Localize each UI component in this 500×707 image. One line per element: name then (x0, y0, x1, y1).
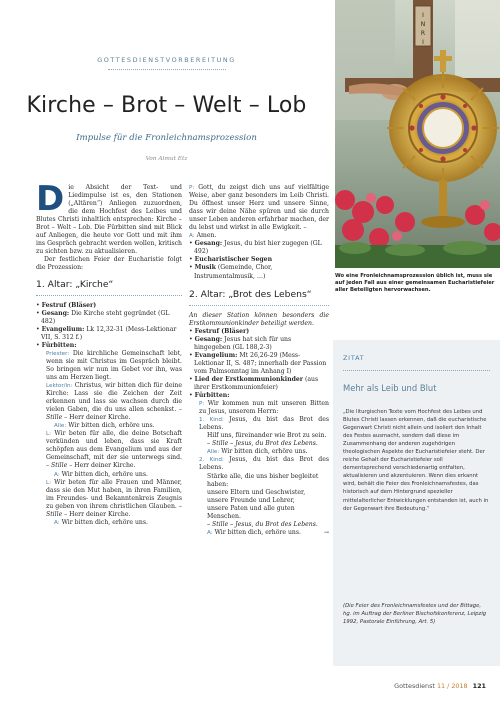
altar1-priester: Priester: Die kirchliche Gemeinschaft lebt, wenn sie mit Christus im Gespräch bleibt. So bringen wir nun im Gebet vor ihn, was uns am Herzen liegt. (46, 349, 182, 381)
issue-number: 11 / 2018 (436, 682, 468, 690)
quote-divider (343, 370, 490, 371)
drop-cap: D (36, 179, 65, 219)
altar1-gesang-2: • Gesang: Jesus, du bist hier zugegen (GL 492) (189, 240, 322, 256)
altar2-kind2-line4: unsere Freunde und Lehrer, (207, 496, 295, 504)
altar1-closing-prayer: P: Gott, du zeigst dich uns auf vielfältige Weise, aber ganz besonders im Leib Christi. Du öffnest unser Herz und unsere Sinne, dass wir deine Nähe spüren und sie durch unser Leben anderen erfahrbar machen, der du lebst und wirkst in alle Ewigkeit. – (189, 184, 330, 232)
altar2-kind1: 1. Kind: Jesus, du bist das Brot des Lebens. (199, 416, 329, 432)
quote-box (333, 340, 500, 666)
monstrance-photo (335, 0, 500, 268)
column-middle (189, 184, 329, 537)
altar2-priester: P: Wir kommen nun mit unseren Bitten zu Jesus, unserem Herrn: (199, 400, 330, 416)
continue-arrow-icon: → (323, 528, 329, 536)
photo-caption: Wo eine Fronleichnamsprozession üblich ist, muss sie auf jeden Fall aus einer gemeinsamen Eucharistiefeier aller Beteiligten hervorwachsen. (335, 273, 495, 294)
altar2-evangelium: • Evangelium: Mt 26,26-29 (Mess-Lektionar II, S. 487; innerhalb der Passion vom Palmsonntag im Anhang I) (189, 351, 327, 375)
svg-text:I: I (422, 12, 424, 19)
section-divider (108, 69, 226, 70)
article-title: Kirche – Brot – Welt – Lob (26, 93, 307, 118)
altar2-heading: 2. Altar: „Brot des Lebens“ (189, 289, 329, 306)
page-footer (394, 682, 486, 690)
altar2-a-response: A: Wir bitten dich, erhöre uns. → (207, 528, 329, 536)
svg-text:N: N (420, 21, 426, 28)
altar1-lektor-2: L: Wir beten für alle, die deine Botschaft verkünden und leben, dass sie Kraft schöpfen aus dem Evangelium und aus der Gemeinschaft, mit der sie unterwegs sind. – Stille – Herr deiner Kirche. (46, 430, 183, 470)
page-number: 121 (472, 682, 486, 690)
altar1-a-response-2: A: Wir bitten dich, erhöre uns. (54, 518, 148, 526)
altar2-kind2-line2: Stärke alle, die uns bisher begleitet haben: (207, 472, 319, 488)
altar1-musik: • Musik (Gemeinde, Chor, Instrumentalmusik, …) (189, 264, 273, 280)
svg-text:R: R (420, 30, 426, 37)
svg-text:I: I (422, 39, 424, 46)
altar1-segen: • Eucharistischer Segen (189, 256, 273, 264)
altar1-festruf: • Festruf (Bläser) (36, 301, 97, 309)
altar2-intro: An dieser Station können besonders die Erstkommunionkinder beteiligt werden. (189, 311, 329, 327)
altar2-festruf: • Festruf (Bläser) (189, 327, 250, 335)
altar1-alle-response: Alle: Wir bitten dich, erhöre uns. (54, 422, 155, 430)
altar2-lied: • Lied der Erstkommunionkinder (aus ihrer Erstkommunionfeier) (189, 375, 319, 391)
intro-paragraph: Die Absicht der Text- und Liedimpulse ist es, den Stationen („Altären“) Anliegen zuzuordnen, die dem Hochfest des Leibes und Blutes Christi inhaltlich entsprechen: Kirche – Brot – Welt – Lob. Die Fürbitten sind mit Blick auf Anliegen, die heute vor Gott und mit ihm ins Gespräch gebracht werden wollen, kritisch zu sichten bzw. zu aktualisieren. (36, 179, 182, 256)
altar2-kind2-stille: – Stille – Jesus, du Brot des Lebens. (207, 520, 318, 528)
altar1-gesang: • Gesang: Die Kirche steht gegründet (GL 482) (36, 309, 170, 325)
altar2-gesang: • Gesang: Jesus hat sich für uns hingegeben (GL 188,2-3) (189, 335, 292, 351)
section-label: GOTTESDIENSTVORBEREITUNG (97, 56, 236, 64)
quote-source: (Die Feier des Fronleichnamsfestes und der Bittage, hg. im Auftrag der Berliner Bischofskonferenz, Leipzig 1992, Pastorale Einführung, Art. 5) (343, 603, 487, 626)
altar1-evangelium: • Evangelium: Lk 12,32-31 (Mess-Lektionar VII, S. 312 f.) (36, 325, 177, 341)
altar1-heading: 1. Altar: „Kirche“ (36, 279, 182, 296)
altar2-alle-response: Alle: Wir bitten dich, erhöre uns. (207, 448, 308, 456)
altar2-kind1-line2: Hilf uns, füreinander wie Brot zu sein. (207, 432, 327, 440)
altar1-lektor: Lektor/in: Christus, wir bitten dich für deine Kirche: Lass sie die Zeichen der Zeit erkennen und lass sie wachsen durch die vielen Gaben, die du uns allen schenkst. – Stille – Herr deiner Kirche. (46, 381, 183, 422)
altar1-amen: A: Amen. (189, 232, 217, 240)
altar2-kind2: 2. Kind: Jesus, du bist das Brot des Lebens. (199, 456, 329, 472)
magazine-name: Gottesdienst (394, 682, 435, 690)
altar2-kind1-stille: – Stille – Jesus, du Brot des Lebens. (207, 440, 318, 448)
article-author: Von Almut Etz (145, 156, 188, 162)
intro-paragraph-2: Der festlichen Feier der Eucharistie folgt die Prozession: (36, 256, 182, 272)
altar1-fuerbitten: • Fürbitten: (36, 341, 77, 349)
monstrance-illustration (335, 0, 500, 268)
column-left (36, 179, 183, 527)
quote-body: „Die liturgischen Texte vom Hochfest des Leibes und Blutes Christi lassen erkennen, daß die eucharistische Gegenwart Christi nicht allein und isoliert den Inhalt des Festes ausmacht, sondern daß diese im Zusammenhang der anderen zugehörigen theologischen Aspekte der Eucharistiefeier steht. Der reiche Gehalt der Eucharistiefeier soll dementsprechend verschiedenartig entfalten, aktualisieren und akzentuieren. Wenn dies erkannt wird, behält die Feier des Fronleichnamsfestes, das historisch auf dem Hintergrund spezieller mittelalterlicher Entwicklungen entstanden ist, auch in der Gegenwart ihre Bedeutung.“ (343, 409, 489, 512)
quote-title: Mehr als Leib und Blut (343, 383, 437, 393)
altar1-lektor-3: L: Wir beten für alle Frauen und Männer, dass sie den Mut haben, in ihren Familien, im Freundes- und Bekanntenkreis Zeugnis zu geben von ihrem christlichen Glauben. – Stille – Herr deiner Kirche. (46, 478, 182, 518)
altar2-fuerbitten: • Fürbitten: (189, 392, 230, 400)
altar2-kind2-line5: unsere Paten und alle guten Menschen. (207, 504, 295, 520)
altar1-a-response: A: Wir bitten dich, erhöre uns. (54, 470, 148, 478)
article-subtitle: Impulse für die Fronleichnamsprozession (76, 133, 257, 143)
quote-label: ZITAT (343, 354, 365, 362)
altar2-kind2-line3: unsere Eltern und Geschwister, (207, 488, 306, 496)
